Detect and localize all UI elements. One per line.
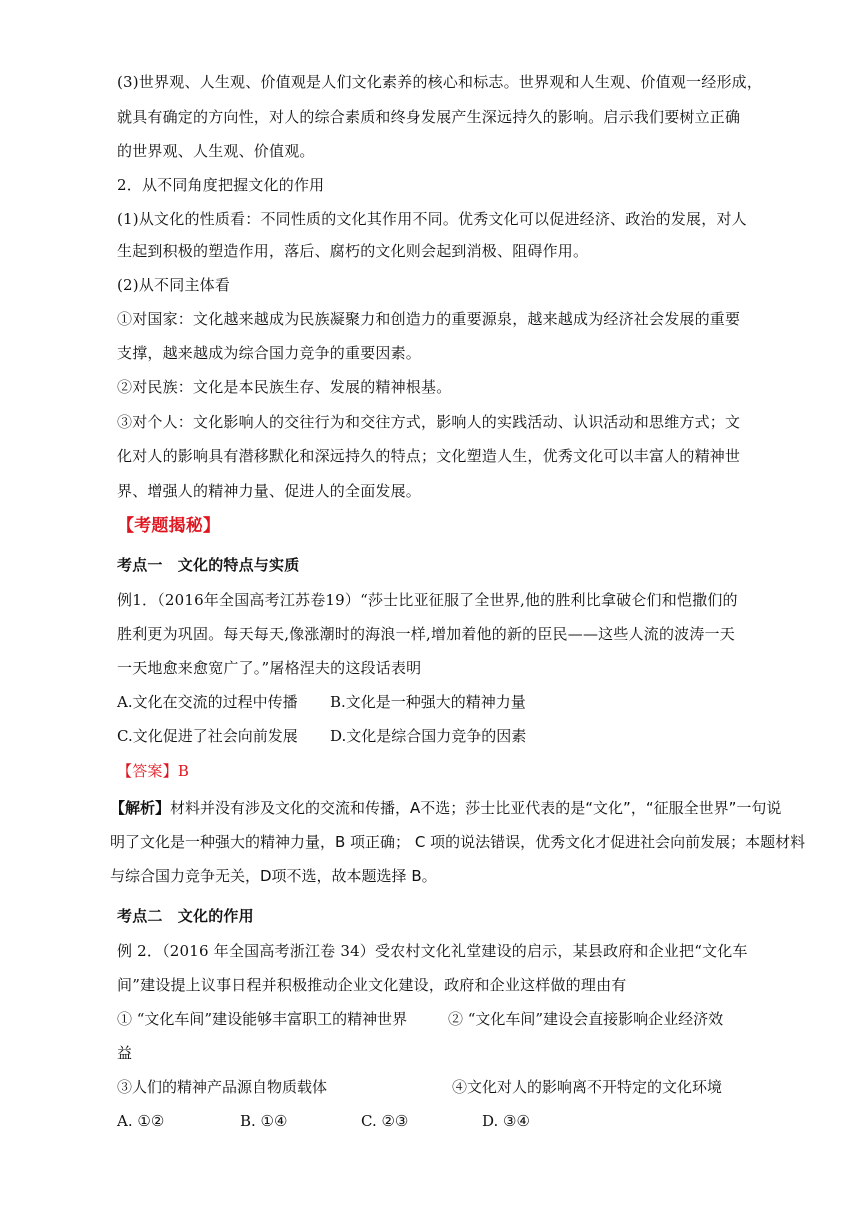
point1-title: 考点一 文化的特点与实质	[117, 556, 300, 574]
option-a: A.文化在交流的过程中传播	[117, 693, 298, 711]
question-line: 一天地愈来愈宽广了。”屠格涅夫的这段话表明	[117, 659, 422, 677]
analysis-text: 材料并没有涉及文化的交流和传播，A不选；莎士比亚代表的是“文化”，“征服全世界”一句说	[170, 799, 782, 817]
subheading: 2．从不同角度把握文化的作用	[117, 176, 325, 194]
analysis-line: 明了文化是一种强大的精神力量，B 项正确； C 项的说法错误，优秀文化才促进社会向前发展；本题材料	[110, 833, 806, 851]
statement-1: ① “文化车间”建设能够丰富职工的精神世界	[117, 1010, 408, 1028]
paragraph-line: (3)世界观、人生观、价值观是人们文化素养的核心和标志。世界观和人生观、价值观一经形成，	[117, 73, 763, 91]
statement-2: ② “文化车间”建设会直接影响企业经济效	[448, 1010, 724, 1028]
paragraph-line: 生起到积极的塑造作用，落后、腐朽的文化则会起到消极、阻碍作用。	[117, 242, 589, 260]
analysis-line: 与综合国力竞争无关，D项不选，故本题选择 B。	[110, 867, 437, 885]
paragraph-line: (2)从不同主体看	[117, 276, 231, 294]
analysis-line	[110, 798, 825, 818]
paragraph-line: 就具有确定的方向性，对人的综合素质和终身发展产生深远持久的影响。启示我们要树立正确	[117, 108, 741, 126]
paragraph-line: 支撑，越来越成为综合国力竞争的重要因素。	[117, 344, 422, 362]
question-line: 胜利更为巩固。每天每天,像涨潮时的海浪一样,增加着他的新的臣民——这些人流的波涛一天	[117, 625, 735, 643]
paragraph-line: ①对国家：文化越来越成为民族凝聚力和创造力的重要源泉，越来越成为经济社会发展的重要	[117, 310, 741, 328]
option-b: B. ①④	[240, 1112, 288, 1130]
answer-label: 【答案】	[117, 762, 178, 780]
statement-4: ④文化对人的影响离不开特定的文化环境	[452, 1078, 723, 1096]
question-line: 例1．（2016年全国高考江苏卷19）“莎士比亚征服了全世界,他的胜利比拿破仑们和恺撒们的	[117, 591, 738, 609]
option-d: D.文化是综合国力竞争的因素	[330, 727, 527, 745]
option-b: B.文化是一种强大的精神力量	[330, 693, 526, 711]
paragraph-line: ②对民族：文化是本民族生存、发展的精神根基。	[117, 378, 452, 396]
option-d: D. ③④	[482, 1112, 530, 1130]
paragraph-line: 界、增强人的精神力量、促进人的全面发展。	[117, 482, 422, 500]
statement-3: ③人们的精神产品源自物质载体	[117, 1078, 328, 1096]
question-line: 例 2．（2016 年全国高考浙江卷 34）受农村文化礼堂建设的启示，某县政府和企业把“文化车	[117, 942, 748, 960]
option-c: C. ②③	[361, 1112, 409, 1130]
option-c: C.文化促进了社会向前发展	[117, 727, 298, 745]
option-a: A. ①②	[117, 1112, 165, 1130]
paragraph-line: 化对人的影响具有潜移默化和深远持久的特点；文化塑造人生，优秀文化可以丰富人的精神世	[117, 447, 741, 465]
section-heading: 【考题揭秘】	[117, 516, 221, 536]
question-line: 间”建设提上议事日程并积极推动企业文化建设，政府和企业这样做的理由有	[117, 976, 627, 994]
paragraph-line: ③对个人：文化影响人的交往行为和交往方式，影响人的实践活动、认识活动和思维方式；文	[117, 413, 741, 431]
statement-2-continued: 益	[117, 1044, 133, 1062]
paragraph-line: (1)从文化的性质看：不同性质的文化其作用不同。优秀文化可以促进经济、政治的发展，对人	[117, 210, 747, 228]
analysis-label: 【解析】	[110, 799, 171, 817]
answer-value: B	[177, 762, 190, 780]
paragraph-line: 的世界观、人生观、价值观。	[117, 142, 315, 160]
point2-title: 考点二 文化的作用	[117, 907, 254, 925]
answer-line	[117, 761, 823, 781]
